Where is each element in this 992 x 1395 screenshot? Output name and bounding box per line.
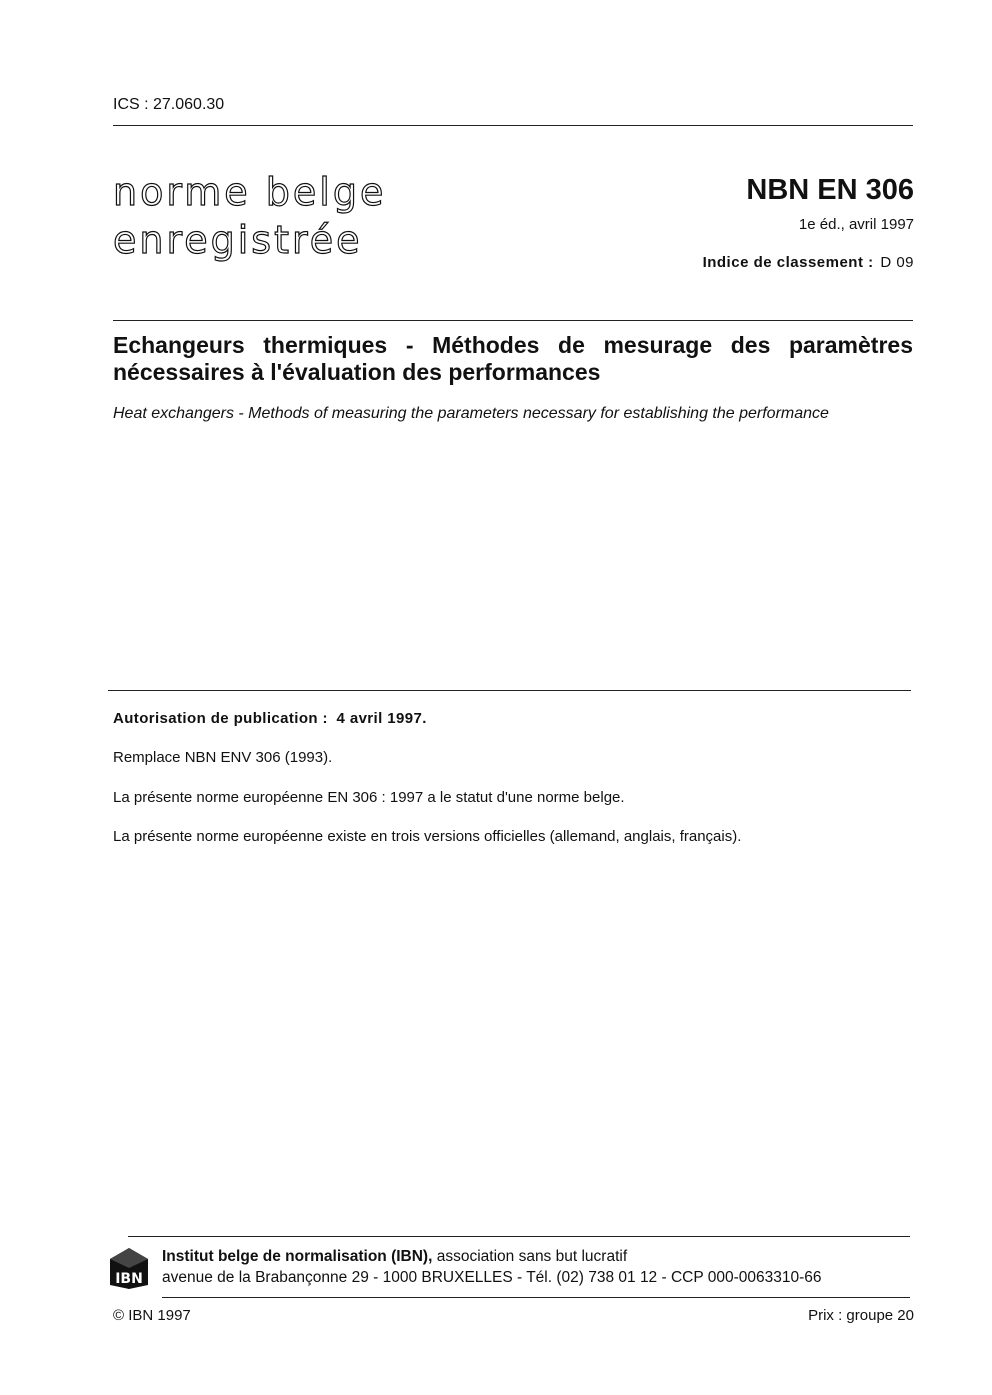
institute-address: avenue de la Brabançonne 29 - 1000 BRUXELLES - Tél. (02) 738 01 12 - CCP 000-0063310-66 <box>162 1269 822 1286</box>
document-type-line-1: norme belge <box>113 170 387 214</box>
english-title: Heat exchangers - Methods of measuring the parameters necessary for establishing the performance <box>113 405 829 422</box>
institute-name: Institut belge de normalisation (IBN), <box>162 1248 433 1265</box>
top-divider <box>113 125 913 126</box>
status-note: La présente norme européenne EN 306 : 1997 a le statut d'une norme belge. <box>113 789 625 806</box>
institute-description: association sans but lucratif <box>436 1248 628 1265</box>
document-type-line-2: enregistrée <box>113 218 363 262</box>
classification-label: Indice de classement : <box>702 254 874 271</box>
institute-line <box>162 1248 627 1266</box>
classification-code: D 09 <box>880 254 914 271</box>
footer-divider-top <box>128 1236 910 1237</box>
ics-code: ICS : 27.060.30 <box>113 96 225 113</box>
standard-number: NBN EN 306 <box>746 174 914 206</box>
middle-divider <box>108 690 911 691</box>
publication-authorisation <box>113 710 427 727</box>
french-title: Echangeurs thermiques - Méthodes de mesurage des paramètres nécessaires à l'évaluation des performances <box>113 332 913 385</box>
classification-index <box>703 254 914 271</box>
publication-date: 4 avril 1997. <box>336 710 427 727</box>
ibn-logo-text: IBN <box>115 1271 143 1287</box>
replaces-note: Remplace NBN ENV 306 (1993). <box>113 749 333 766</box>
copyright: © IBN 1997 <box>113 1307 191 1324</box>
price-group: Prix : groupe 20 <box>808 1307 914 1324</box>
versions-note: La présente norme européenne existe en trois versions officielles (allemand, anglais, français). <box>113 828 742 845</box>
edition-date: 1e éd., avril 1997 <box>798 216 914 233</box>
title-divider <box>113 320 913 321</box>
ibn-logo <box>106 1245 152 1291</box>
publication-label: Autorisation de publication : <box>113 710 328 727</box>
footer-divider-bottom <box>162 1297 910 1298</box>
